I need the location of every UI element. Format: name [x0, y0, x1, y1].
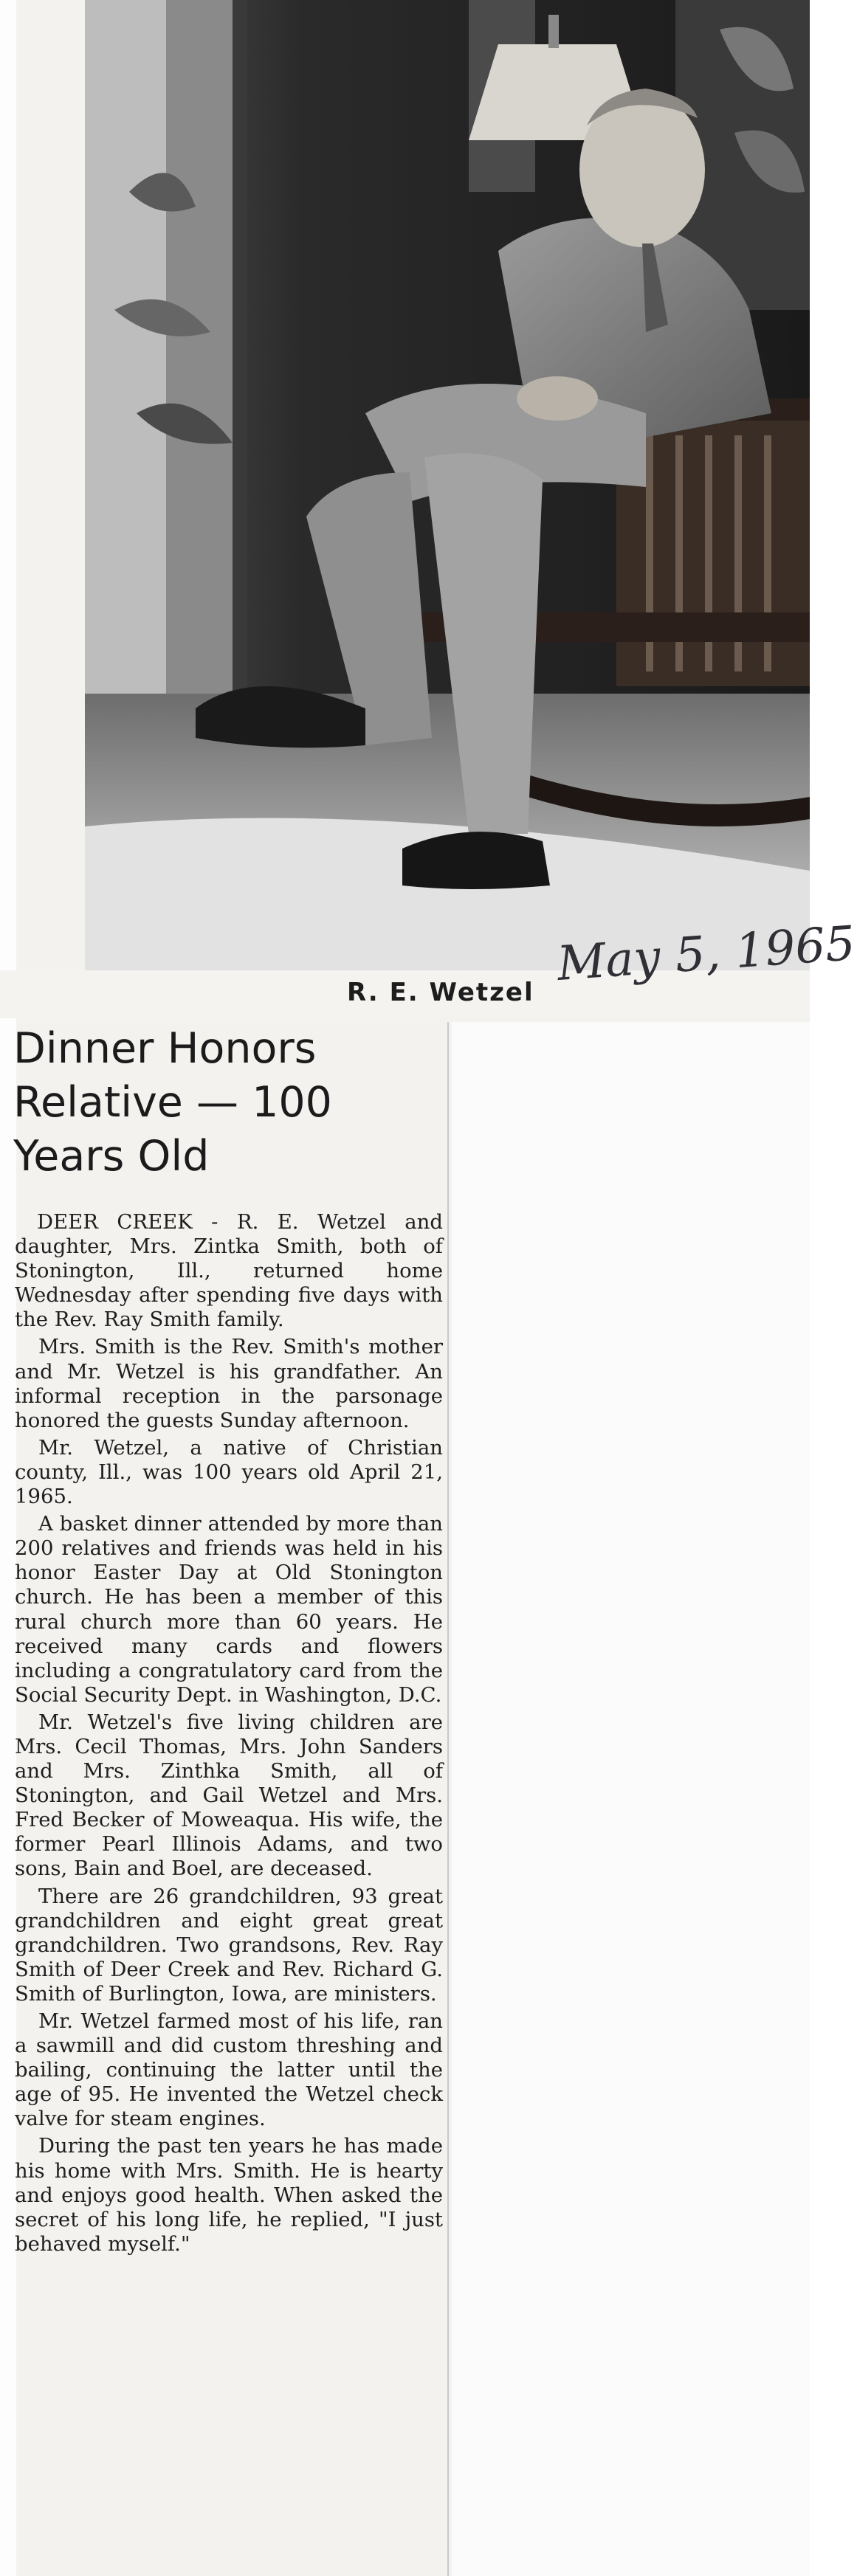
article-paragraph-1: DEER CREEK - R. E. Wetzel and daughter, Mrs. Zintka Smith, both of Stonington, Ill., returned home Wednesday after spending five days with the Rev. Ray Smith family. — [15, 1210, 443, 1332]
article-paragraph-4: A basket dinner attended by more than 200 relatives and friends was held in his honor Easter Day at Old Stonington church. He has been a member of this rural church more than 60 years. He received many cards and flowers including a congratulatory card from the Social Security Dept. in Washington, D.C. — [15, 1512, 443, 1707]
article-paragraph-7: Mr. Wetzel farmed most of his life, ran a sawmill and did custom threshing and bailing, continuing the latter until the age of 95. He invented the Wetzel check valve for steam engines. — [15, 2009, 443, 2131]
adjacent-column-blank — [452, 1022, 810, 2576]
photo-illustration — [85, 0, 810, 970]
article-paragraph-6: There are 26 grandchildren, 93 great grandchildren and eight great great grandchildren. Two grandsons, Rev. Ray Smith of Deer Creek and Rev. Richard G. Smith of Burlington, Iowa, are ministers. — [15, 1884, 443, 2006]
headline-line-3: Years Old — [13, 1132, 210, 1181]
photo-caption: R. E. Wetzel — [347, 978, 534, 1007]
handwritten-date: May 5, 1965 — [555, 916, 857, 992]
article-paragraph-5: Mr. Wetzel's five living children are Mrs. Cecil Thomas, Mrs. John Sanders and Mrs. Zinthka Smith, all of Stonington, and Gail Wetzel and Mrs. Fred Becker of Moweaqua. His wife, the former Pearl Illinois Adams, and two sons, Bain and Boel, are deceased. — [15, 1710, 443, 1881]
article-body — [15, 1210, 443, 2259]
portrait-photo — [85, 0, 810, 970]
article-paragraph-3: Mr. Wetzel, a native of Christian county, Ill., was 100 years old April 21, 1965. — [15, 1435, 443, 1509]
headline-line-1: Dinner Honors — [13, 1024, 317, 1073]
article-paragraph-8: During the past ten years he has made his home with Mrs. Smith. He is hearty and enjoys good health. When asked the secret of his long life, he replied, "I just behaved myself." — [15, 2134, 443, 2256]
column-divider — [447, 1022, 449, 2576]
article-paragraph-2: Mrs. Smith is the Rev. Smith's mother and Mr. Wetzel is his grandfather. An informal reception in the parsonage honored the guests Sunday afternoon. — [15, 1335, 443, 1432]
headline — [13, 1022, 441, 1184]
headline-line-2: Relative — 100 — [13, 1078, 332, 1127]
